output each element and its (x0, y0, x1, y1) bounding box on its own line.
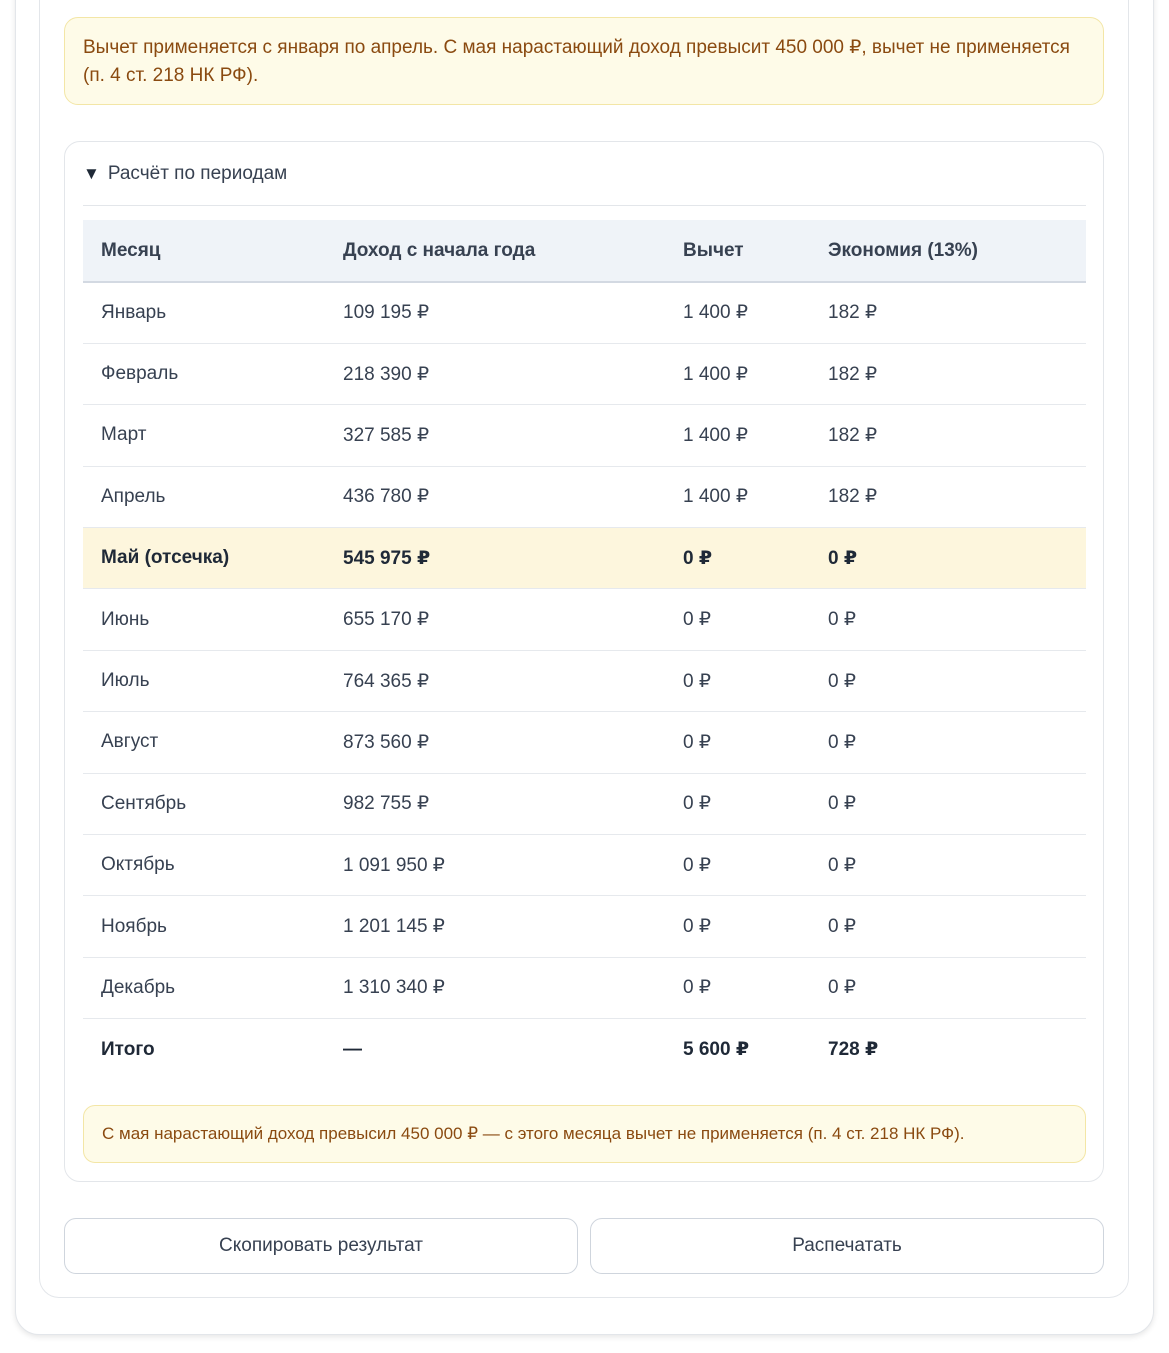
cell-income-ytd: 655 170 ₽ (325, 589, 665, 650)
cell-deduction: 0 ₽ (665, 528, 810, 589)
cell-income-ytd: 1 310 340 ₽ (325, 957, 665, 1018)
cell-deduction: 0 ₽ (665, 589, 810, 650)
cell-total-label: Итого (101, 1038, 155, 1060)
cell-savings: 0 ₽ (810, 896, 1086, 957)
table-row (83, 405, 1086, 466)
cell-savings: 182 ₽ (810, 405, 1086, 466)
cell-month: Январь (83, 282, 325, 343)
cell-deduction: 0 ₽ (665, 896, 810, 957)
cell-month: Июнь (83, 589, 325, 650)
cutoff-note-text: С мая нарастающий доход превысил 450 000 ₽ — с этого месяца вычет не применяется (п. 4 ст. 218 НК РФ). (102, 1124, 965, 1143)
cell-savings: 0 ₽ (810, 528, 1086, 589)
cell-month: Август (83, 712, 325, 773)
table-row (83, 957, 1086, 1018)
deduction-limit-alert (64, 17, 1104, 105)
table-row (83, 282, 1086, 343)
period-breakdown-summary-label: Расчёт по периодам (107, 162, 288, 184)
period-breakdown-summary[interactable] (83, 142, 1086, 206)
cutoff-note (83, 1105, 1086, 1163)
table-row (83, 773, 1086, 834)
cell-income-ytd: 109 195 ₽ (325, 282, 665, 343)
cell-deduction: 1 400 ₽ (665, 405, 810, 466)
cell-income-ytd: 1 201 145 ₽ (325, 896, 665, 957)
deduction-limit-alert-text: Вычет применяется с января по апрель. С мая нарастающий доход превысит 450 000 ₽, вычет не применяется (п. 4 ст. 218 НК РФ). (83, 37, 1070, 86)
cell-income-ytd: 1 091 950 ₽ (325, 835, 665, 896)
table-row (83, 589, 1086, 650)
cell-savings: 0 ₽ (810, 835, 1086, 896)
table-row (83, 466, 1086, 527)
cell-month: Июль (83, 650, 325, 711)
cell-income-ytd: 873 560 ₽ (325, 712, 665, 773)
column-header-income-ytd: Доход с начала года (325, 220, 665, 282)
cell-total-income: — (343, 1038, 362, 1060)
cell-savings: 0 ₽ (810, 589, 1086, 650)
cell-income-ytd: 982 755 ₽ (325, 773, 665, 834)
print-button[interactable]: Распечатать (590, 1218, 1104, 1274)
cell-month: Сентябрь (83, 773, 325, 834)
cell-savings: 182 ₽ (810, 282, 1086, 343)
table-row (83, 650, 1086, 711)
cell-deduction: 0 ₽ (665, 712, 810, 773)
table-row-total (83, 1019, 1086, 1080)
cell-month: Март (83, 405, 325, 466)
cell-deduction: 0 ₽ (665, 835, 810, 896)
column-header-savings: Экономия (13%) (810, 220, 1086, 282)
table-row (83, 712, 1086, 773)
cell-deduction: 1 400 ₽ (665, 343, 810, 404)
cell-income-ytd: 218 390 ₽ (325, 343, 665, 404)
cell-month: Май (отсечка) (83, 528, 325, 589)
column-header-deduction: Вычет (665, 220, 810, 282)
cell-total-savings: 728 ₽ (828, 1039, 879, 1061)
period-breakdown-table (83, 220, 1086, 1080)
table-row-cutoff (83, 528, 1086, 589)
cell-savings: 0 ₽ (810, 650, 1086, 711)
cell-savings: 182 ₽ (810, 466, 1086, 527)
cell-savings: 0 ₽ (810, 957, 1086, 1018)
cell-savings: 0 ₽ (810, 773, 1086, 834)
cell-month: Декабрь (83, 957, 325, 1018)
table-header-row (83, 220, 1086, 282)
triangle-down-icon: ▼ (83, 163, 100, 183)
table-row (83, 835, 1086, 896)
table-row (83, 896, 1086, 957)
cell-month: Февраль (83, 343, 325, 404)
table-row (83, 343, 1086, 404)
cell-month: Апрель (83, 466, 325, 527)
cell-month: Ноябрь (83, 896, 325, 957)
cell-month: Октябрь (83, 835, 325, 896)
period-breakdown-details (64, 141, 1104, 1182)
cell-income-ytd: 764 365 ₽ (325, 650, 665, 711)
cell-income-ytd: 436 780 ₽ (325, 466, 665, 527)
cell-deduction: 0 ₽ (665, 773, 810, 834)
cell-deduction: 0 ₽ (665, 957, 810, 1018)
copy-result-button[interactable]: Скопировать результат (64, 1218, 578, 1274)
cell-income-ytd: 327 585 ₽ (325, 405, 665, 466)
cell-total-deduction: 5 600 ₽ (683, 1039, 750, 1061)
cell-deduction: 0 ₽ (665, 650, 810, 711)
cell-income-ytd: 545 975 ₽ (325, 528, 665, 589)
column-header-month: Месяц (83, 220, 325, 282)
cell-savings: 182 ₽ (810, 343, 1086, 404)
cell-deduction: 1 400 ₽ (665, 466, 810, 527)
cell-deduction: 1 400 ₽ (665, 282, 810, 343)
cell-savings: 0 ₽ (810, 712, 1086, 773)
